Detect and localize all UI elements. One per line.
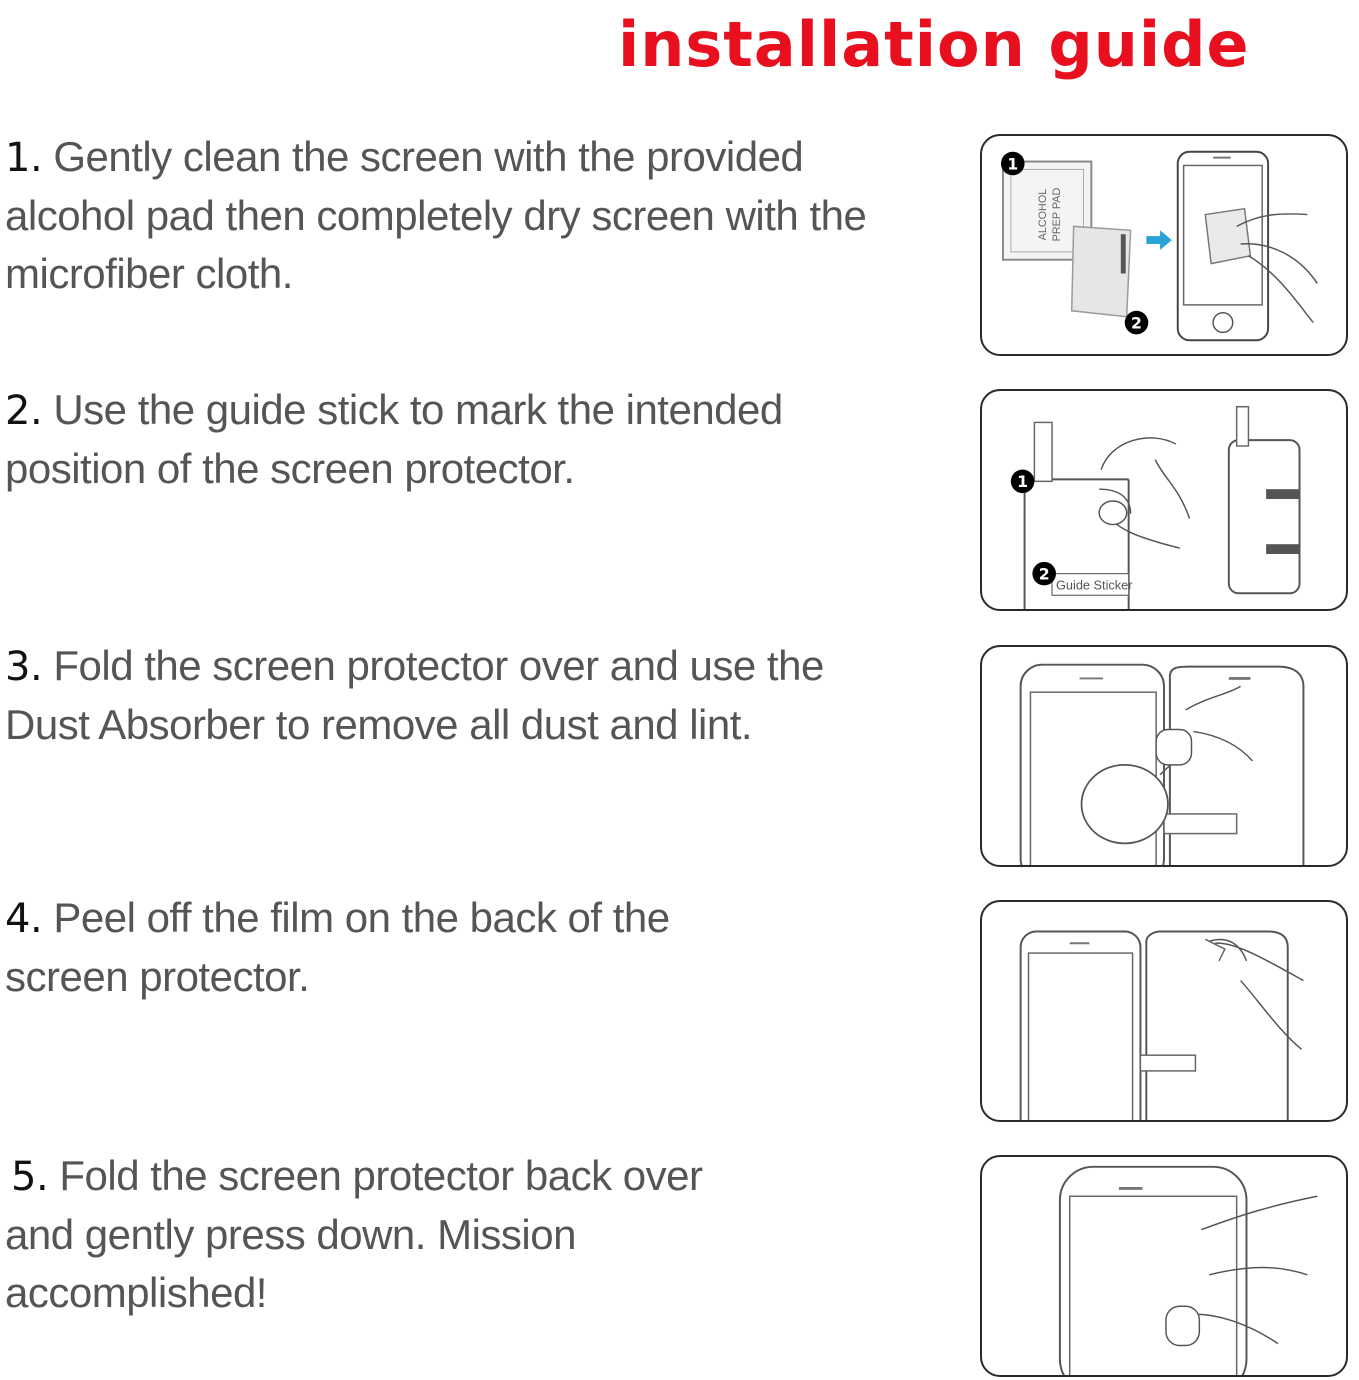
step-4-number: 4 <box>5 896 30 942</box>
pad-label-1: ALCOHOL <box>1037 188 1050 241</box>
step-4-text: Peel off the film on the back of the screen protector. <box>5 894 670 1000</box>
step-3: 3. Fold the screen protector over and use the Dust Absorber to remove all dust and lint. <box>5 642 824 748</box>
badge-2-label: 2 <box>1038 564 1050 584</box>
hand-icon <box>1099 438 1189 548</box>
illustration-step-4 <box>980 900 1348 1122</box>
illustration-step-3 <box>980 645 1348 867</box>
page-title: installation guide <box>618 8 1250 81</box>
step-2: 2. Use the guide stick to mark the intended position of the screen protector. <box>5 386 783 492</box>
step-1-number: 1 <box>5 135 30 181</box>
guide-stick-icon <box>1034 422 1052 481</box>
guide-stick-illustration <box>982 391 1346 609</box>
illustration-step-5 <box>980 1155 1348 1377</box>
step-1-text: Gently clean the screen with the provided alcohol pad then completely dry screen with the microfiber cloth. <box>5 133 867 297</box>
step-5: 5. Fold the screen protector back over and gently press down. Mission accomplished! <box>5 1152 703 1316</box>
dust-absorber-icon <box>1082 765 1168 844</box>
hand-icon <box>1209 940 1303 1050</box>
pad-label-2: PREP PAD <box>1050 187 1063 242</box>
step-3-number: 3 <box>5 644 30 690</box>
step-5-text: Fold the screen protector back over and gently press down. Mission accomplished! <box>5 1152 703 1316</box>
step-1: 1. Gently clean the screen with the provided alcohol pad then completely dry screen with the microfiber cloth. <box>5 133 867 297</box>
peel-film-illustration <box>982 902 1346 1120</box>
phone-icon <box>1021 931 1141 1120</box>
badge-2-label: 2 <box>1131 313 1142 333</box>
clean-screen-illustration <box>982 136 1346 354</box>
illustration-step-2 <box>980 389 1348 611</box>
guide-sticker-label: Guide Sticker <box>1055 577 1133 593</box>
step-3-text: Fold the screen protector over and use the Dust Absorber to remove all dust and lint. <box>5 642 824 748</box>
phone-icon <box>1060 1167 1247 1375</box>
step-5-number: 5 <box>11 1154 36 1200</box>
screen-protector <box>1170 667 1304 865</box>
dust-absorber-illustration <box>982 647 1346 865</box>
step-2-text: Use the guide stick to mark the intended position of the screen protector. <box>5 386 783 492</box>
arrow-right-icon <box>1146 230 1172 250</box>
illustration-step-1 <box>980 134 1348 356</box>
badge-1-label: 1 <box>1007 154 1019 174</box>
phone-icon <box>1229 440 1300 593</box>
press-down-illustration <box>982 1157 1346 1375</box>
step-2-number: 2 <box>5 388 30 434</box>
step-4: 4. Peel off the film on the back of the screen protector. <box>5 894 670 1000</box>
badge-1-label: 1 <box>1017 472 1029 492</box>
